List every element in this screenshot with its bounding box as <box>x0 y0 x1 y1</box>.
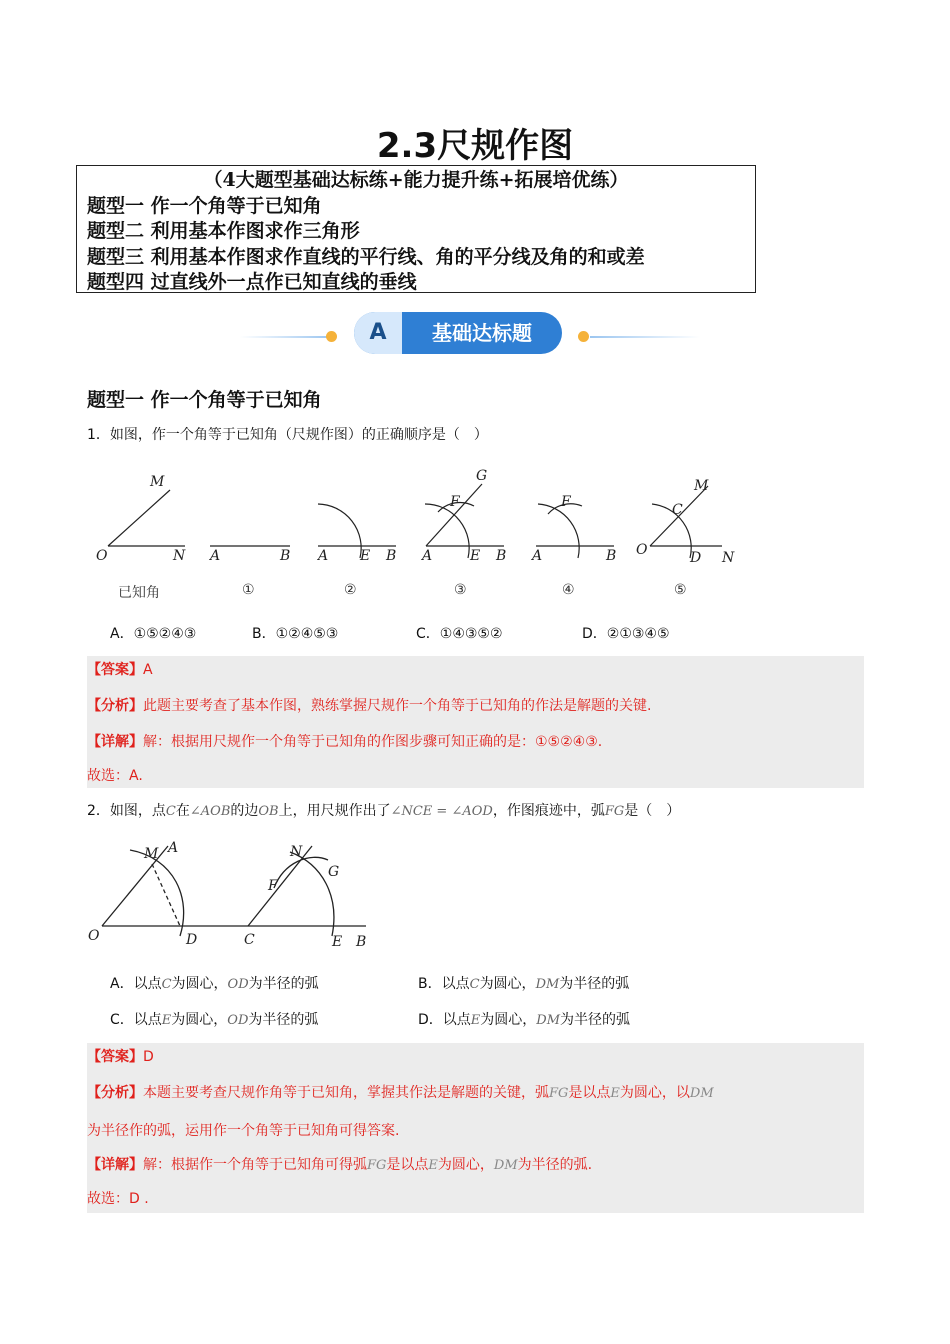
svg-text:A: A <box>532 548 543 564</box>
svg-text:B: B <box>386 548 397 564</box>
toc-item: 题型二 利用基本作图求作三角形 <box>87 220 360 242</box>
svg-text:E: E <box>332 934 343 950</box>
option-c: C．以点E为圆心，OD为半径的弧 <box>110 1012 319 1028</box>
figure-caption: ① <box>242 582 255 598</box>
svg-text:F: F <box>561 494 571 510</box>
svg-text:O: O <box>88 928 100 944</box>
svg-text:B: B <box>496 548 507 564</box>
question-2-solution-box <box>87 1043 864 1213</box>
svg-text:O: O <box>636 542 648 558</box>
svg-text:C: C <box>672 502 683 518</box>
analysis-tag: 【分析】 <box>87 1085 143 1101</box>
question-2-stem <box>87 801 680 822</box>
svg-text:G: G <box>476 468 488 484</box>
svg-text:B: B <box>356 934 367 950</box>
toc-item: 题型四 过直线外一点作已知直线的垂线 <box>87 271 417 293</box>
svg-text:D: D <box>186 932 198 948</box>
question-1-figure <box>90 462 750 572</box>
svg-text:E: E <box>360 548 371 564</box>
choice-line: 故选：D . <box>87 1191 149 1207</box>
svg-text:N: N <box>722 550 735 566</box>
svg-text:N: N <box>173 548 186 564</box>
svg-text:A: A <box>168 840 179 856</box>
toc-subtitle: （4大题型基础达标练+能力提升练+拓展培优练） <box>203 169 629 191</box>
option-d: D．以点E为圆心，DM为半径的弧 <box>418 1012 631 1028</box>
detail-line: 【详解】解：根据作一个角等于已知角可得弧FG是以点E为圆心，DM为半径的弧. <box>87 1157 593 1173</box>
stem-text: 的边 <box>230 803 259 819</box>
svg-text:M: M <box>144 846 159 862</box>
analysis-tag: 【分析】 <box>87 698 143 714</box>
banner-right-line <box>590 336 700 338</box>
svg-text:F: F <box>268 878 278 894</box>
detail-tag: 【详解】 <box>87 1157 143 1173</box>
page-title: 2.3尺规作图 <box>376 126 574 166</box>
question-1-solution-box <box>87 656 864 788</box>
stem-math: ∠NCE = ∠AOD <box>390 804 493 819</box>
banner-letter: A <box>354 312 402 354</box>
answer-line <box>87 1047 154 1067</box>
svg-text:M: M <box>150 474 165 490</box>
stem-text: ，作图痕迹中，弧 <box>492 803 605 819</box>
stem-text: 2．如图，点 <box>87 803 166 819</box>
answer-tag: 【答案】 <box>87 662 143 678</box>
detail-line <box>87 732 602 752</box>
svg-text:A: A <box>210 548 221 564</box>
stem-text: 是（ ） <box>624 803 681 819</box>
option-c: C．①④③⑤② <box>416 626 503 642</box>
answer-line <box>87 660 153 680</box>
svg-text:F: F <box>450 494 460 510</box>
choice-line: 故选：A. <box>87 768 143 784</box>
svg-text:B: B <box>606 548 617 564</box>
figure-caption: ③ <box>454 582 467 598</box>
stem-text: 在 <box>175 803 190 819</box>
analysis-line <box>87 696 651 716</box>
analysis-line: 【分析】本题主要考查尺规作角等于已知角，掌握其作法是解题的关键，弧FG是以点E为圆心，以DM <box>87 1085 714 1101</box>
question-1-stem: 1．如图，作一个角等于已知角（尺规作图）的正确顺序是（ ） <box>87 427 488 443</box>
topic-summary-box <box>76 165 756 293</box>
section-heading: 题型一 作一个角等于已知角 <box>87 389 322 411</box>
banner-label: 基础达标题 <box>432 321 532 345</box>
figure-caption: ② <box>344 582 357 598</box>
figure-caption: ⑤ <box>674 582 687 598</box>
banner-right-dot <box>578 331 589 342</box>
option-a: A．以点C为圆心，OD为半径的弧 <box>110 976 319 992</box>
banner-left-dot <box>326 331 337 342</box>
figure-caption: 已知角 <box>118 585 160 601</box>
stem-math: ∠AOB <box>189 804 231 819</box>
detail-text: 解：根据用尺规作一个角等于已知角的作图步骤可知正确的是：①⑤②④③. <box>143 734 603 750</box>
banner-left-line <box>240 336 330 338</box>
stem-math: OB <box>258 804 279 819</box>
answer-tag: 【答案】 <box>87 1049 143 1065</box>
stem-text: 上，用尺规作出了 <box>278 803 391 819</box>
option-b: B．以点C为圆心，DM为半径的弧 <box>418 976 630 992</box>
toc-item: 题型一 作一个角等于已知角 <box>87 194 322 217</box>
svg-text:B: B <box>280 548 291 564</box>
answer-value: A <box>143 662 153 678</box>
detail-tag: 【详解】 <box>87 734 143 750</box>
svg-text:E: E <box>470 548 481 564</box>
stem-math: FG <box>604 804 625 819</box>
svg-text:G: G <box>328 864 340 880</box>
svg-text:A: A <box>318 548 329 564</box>
svg-text:D: D <box>690 550 702 566</box>
svg-text:M: M <box>694 478 709 494</box>
stem-math: C <box>165 804 176 819</box>
toc-item: 题型三 利用基本作图求作直线的平行线、角的平分线及角的和或差 <box>87 245 645 268</box>
question-2-figure <box>84 838 384 958</box>
analysis-text: 此题主要考查了基本作图，熟练掌握尺规作一个角等于已知角的作法是解题的关键. <box>143 698 652 714</box>
option-b: B．①②④⑤③ <box>252 626 339 642</box>
answer-value: D <box>143 1049 154 1065</box>
svg-text:O: O <box>96 548 108 564</box>
option-d: D．②①③④⑤ <box>582 626 670 642</box>
option-a: A．①⑤②④③ <box>110 626 197 642</box>
section-banner <box>354 312 562 354</box>
svg-text:C: C <box>244 932 255 948</box>
svg-text:N: N <box>290 844 303 860</box>
svg-text:A: A <box>422 548 433 564</box>
figure-caption: ④ <box>562 582 575 598</box>
analysis-line-2: 为半径作的弧，运用作一个角等于已知角可得答案. <box>87 1123 400 1139</box>
